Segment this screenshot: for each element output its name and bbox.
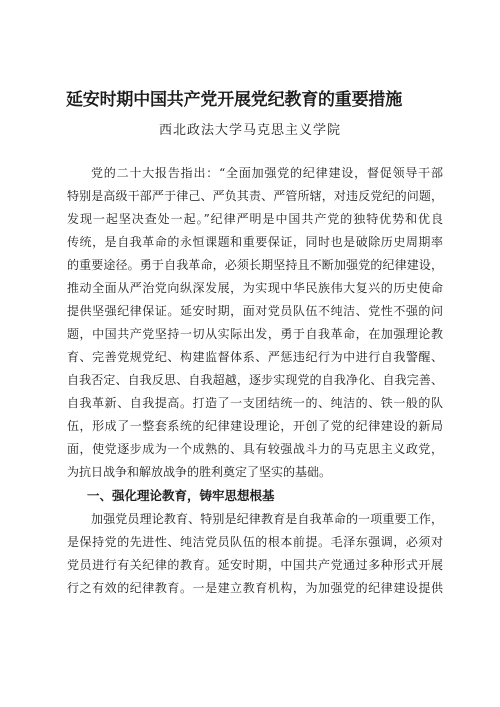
text-line: 自我革新、自我提高。打造了一支团结统一的、纯洁的、铁一般的队 xyxy=(67,396,443,410)
text-line: 推动全面从严治党向纵深发展，为实现中华民族伟大复兴的历史使命 xyxy=(67,281,443,295)
text-line: 育、完善党规党纪、构建监督体系、严惩违纪行为中进行自我警醒、 xyxy=(67,350,443,364)
text-line: 题，中国共产党坚持一切从实际出发，勇于自我革命，在加强理论教 xyxy=(67,327,443,341)
paragraph-section-1 xyxy=(67,508,443,600)
text-line: 为抗日战争和解放战争的胜利奠定了坚实的基础。 xyxy=(67,465,332,479)
author-affiliation: 西北政法大学马克思主义学院 xyxy=(158,123,341,138)
text-line: 特别是高级干部严于律己、严负其责、严管所辖，对违反党纪的问题， xyxy=(67,189,443,203)
text-line: 行之有效的纪律教育。一是建立教育机构，为加强党的纪律建设提供 xyxy=(67,581,443,595)
text-line: 是保持党的先进性、纯洁党员队伍的根本前提。毛泽东强调，必须对 xyxy=(67,535,443,549)
text-line: 自我否定、自我反思、自我超越，逐步实现党的自我净化、自我完善、 xyxy=(67,373,443,387)
text-line: 传统，是自我革命的永恒课题和重要保证，同时也是破除历史周期率 xyxy=(67,235,443,249)
document-body xyxy=(67,162,443,600)
text-line: 的重要途径。勇于自我革命，必须长期坚持且不断加强党的纪律建设， xyxy=(67,258,443,272)
section-heading: 一、强化理论教育，铸牢思想根基 xyxy=(87,488,275,503)
text-line: 提供坚强纪律保证。延安时期，面对党员队伍不纯洁、党性不强的问 xyxy=(67,304,443,318)
text-line: 发现一起坚决查处一起。”纪律严明是中国共产党的独特优势和优良 xyxy=(67,212,443,226)
text-line: 党员进行有关纪律的教育。延安时期，中国共产党通过多种形式开展 xyxy=(67,558,443,572)
paragraph-intro xyxy=(67,162,443,484)
document-title: 延安时期中国共产党开展党纪教育的重要措施 xyxy=(66,90,402,110)
text-line: 伍，形成了一整套系统的纪律建设理论，开创了党的纪律建设的新局 xyxy=(67,419,443,433)
text-line: 党的二十大报告指出：“全面加强党的纪律建设，督促领导干部 xyxy=(91,166,443,180)
text-line: 面，使党逐步成为一个成熟的、具有较强战斗力的马克思主义政党， xyxy=(67,442,443,456)
text-line: 加强党员理论教育、特别是纪律教育是自我革命的一项重要工作， xyxy=(91,512,443,526)
